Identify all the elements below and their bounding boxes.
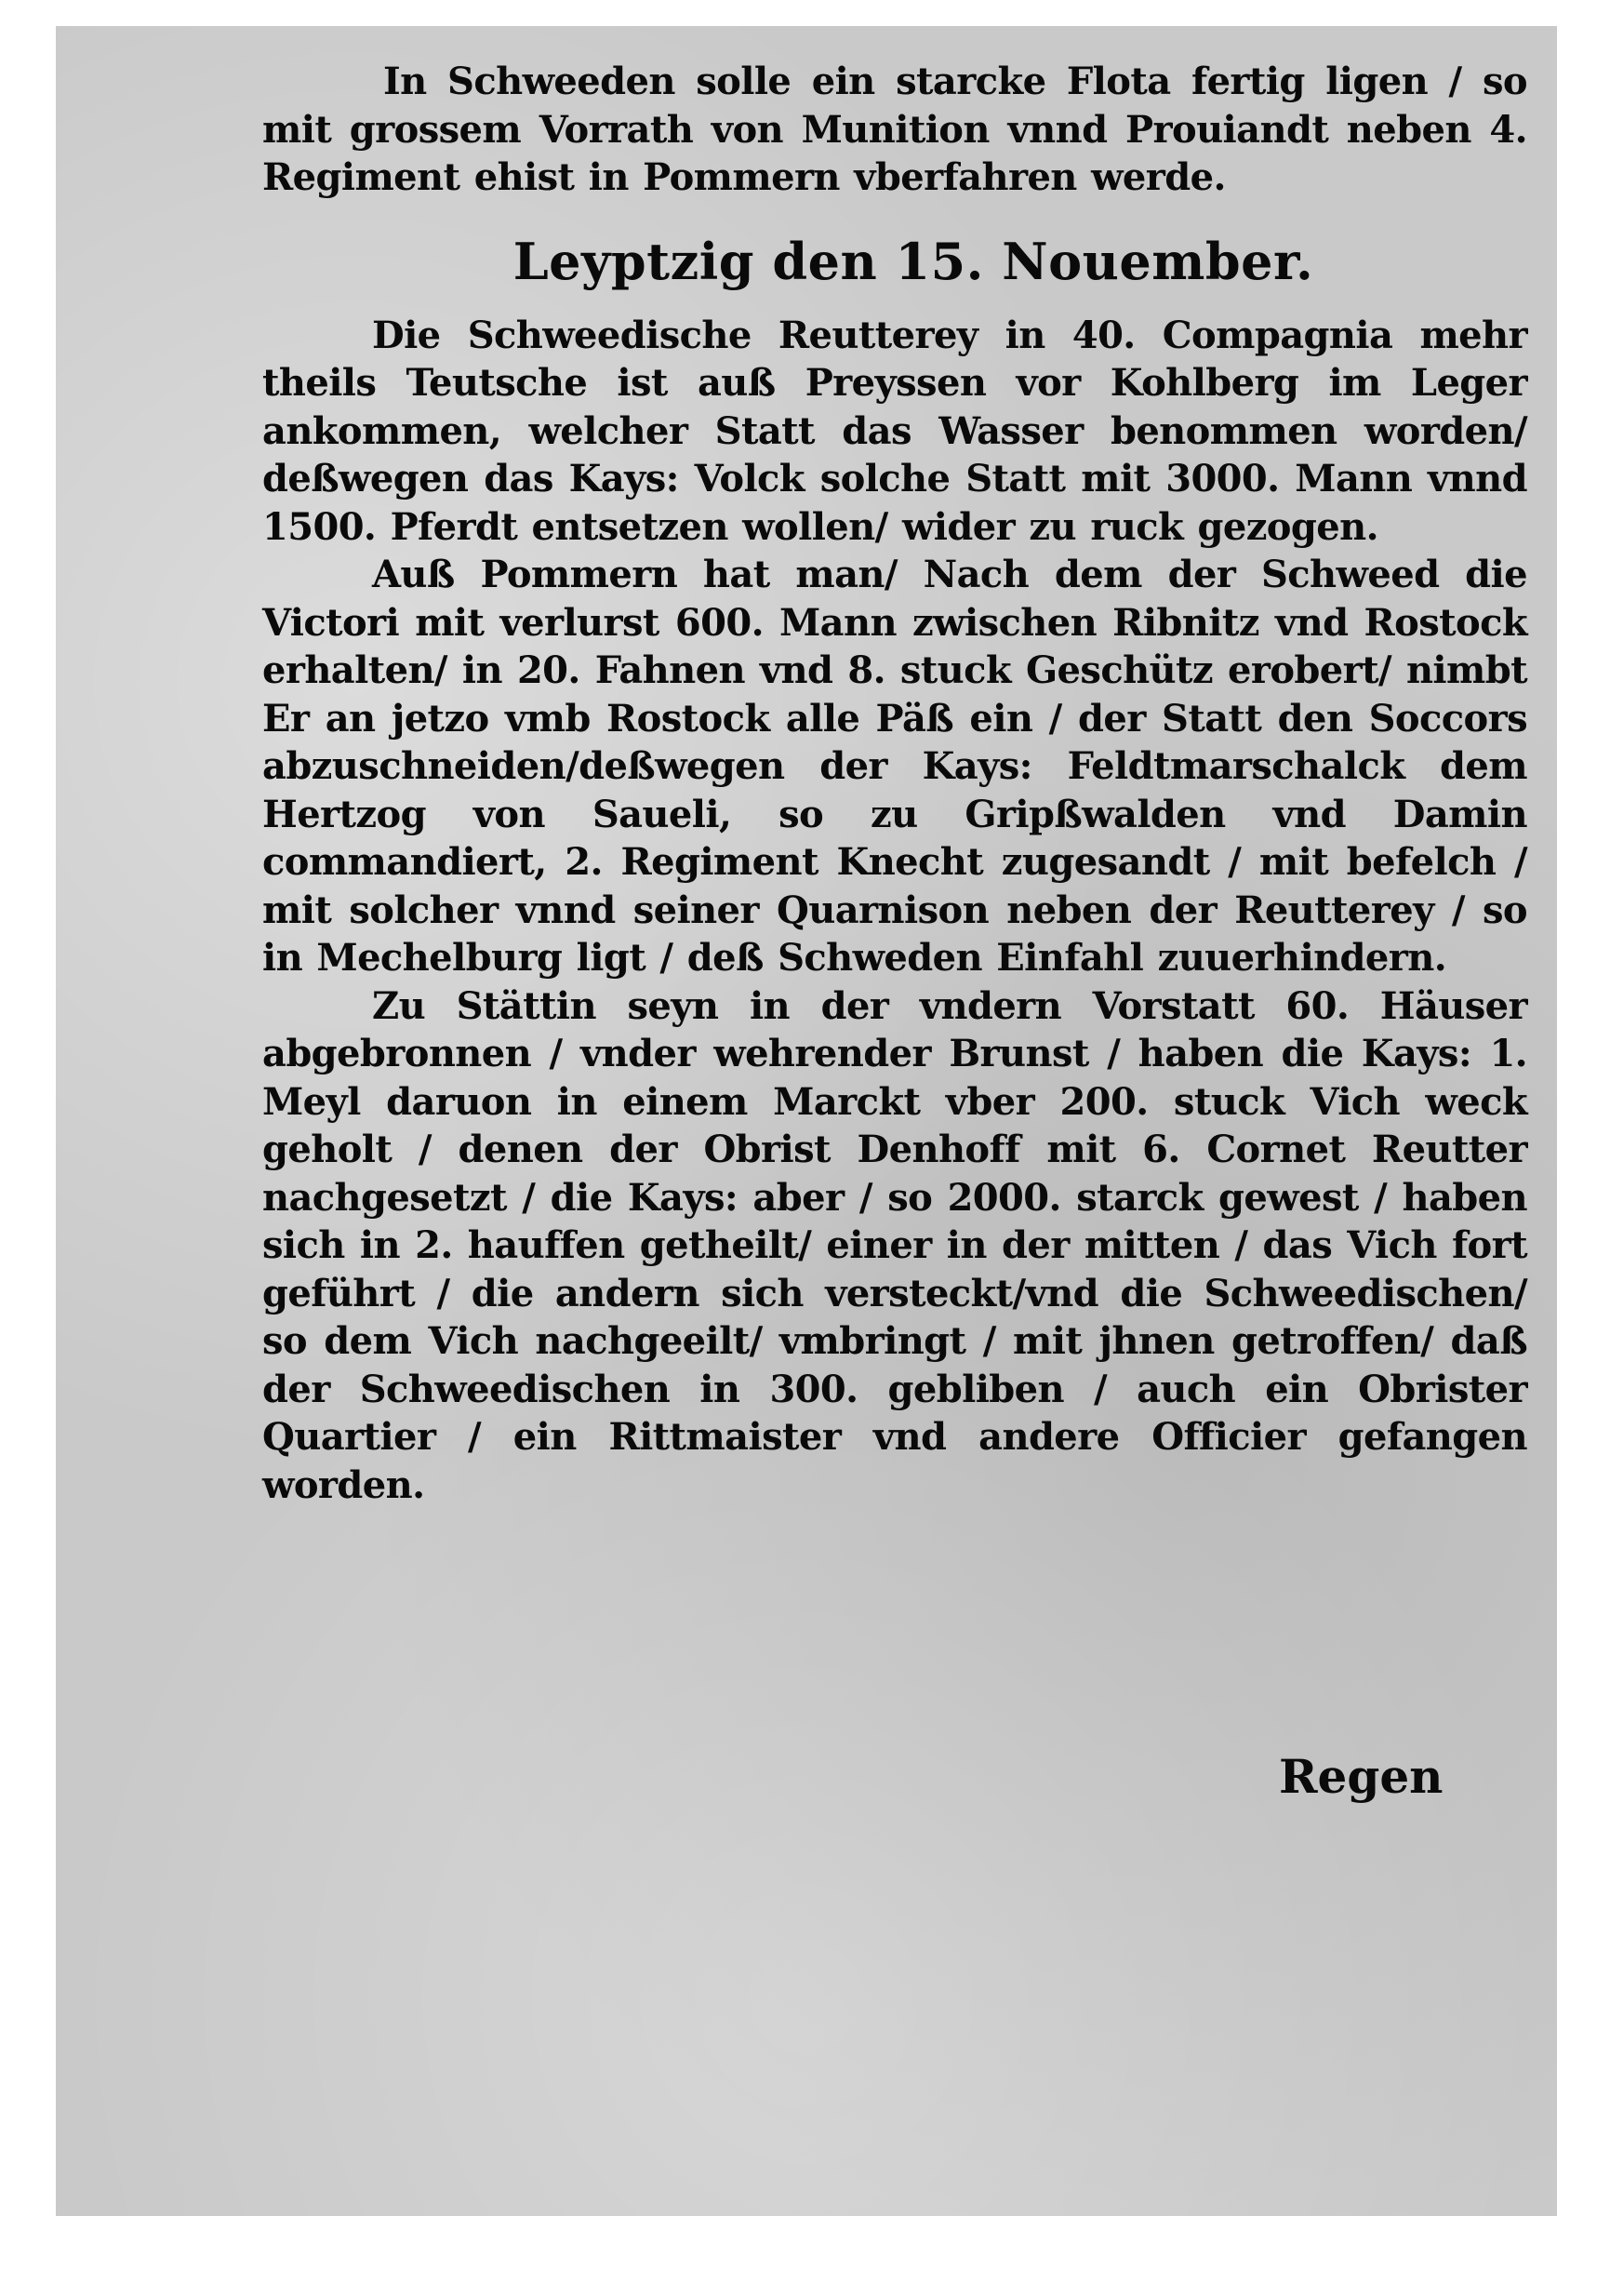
bleed-through-text <box>986 1691 1557 1803</box>
intro-paragraph: In Schweeden solle ein starcke Flota fertig ligen / so mit grossem Vorrath von Munition vnnd Prouiandt neben 4. Regiment ehist in Pommern vberfahren werde. <box>262 60 1527 199</box>
paragraph-2: Auß Pommern hat man/ Nach dem der Schweed die Victori mit verlurst 600. Mann zwischen Ribnitz vnd Rostock erhalten/ in 20. Fahnen vnd 8. stuck Geschütz erobert/ nimbt Er an jetzo vmb Rostock alle Päß ein / der Statt den Soccors abzuschneiden/deßwegen der Kays: Feldtmarschalck dem Hertzog von Saueli, so zu Gripßwalden vnd Damin commandiert, 2. Regiment Knecht zugesandt / mit befelch / mit solcher vnnd seiner Quarnison neben der Reutterey / so in Mechelburg ligt / deß Schweden Einfahl zuuerhindern. <box>262 553 1527 980</box>
document-body <box>262 58 1527 1509</box>
dateline-heading: Leyptzig den 15. Nouember. <box>512 231 1314 291</box>
paragraph-1: Die Schweedische Reutterey in 40. Compagnia mehr theils Teutsche ist auß Preyssen vor Kohlberg im Leger ankommen, welcher Statt das Wasser benommen worden/ deßwegen das Kays: Volck solche Statt mit 3000. Mann vnnd 1500. Pferdt entsetzen wollen/ wider zu ruck gezogen. <box>262 313 1527 549</box>
catchword: Regen <box>1279 1749 1444 1804</box>
paragraph-3: Zu Stättin seyn in der vndern Vorstatt 60. Häuser abgebronnen / vnder wehrender Brunst / haben die Kays: 1. Meyl daruon in einem Marckt vber 200. stuck Vich weck geholt / denen der Obrist Denhoff mit 6. Cornet Reutter nachgesetzt / die Kays: aber / so 2000. starck gewest / haben sich in 2. hauffen getheilt/ einer in der mitten / das Vich fort geführt / die andern sich versteckt/vnd die Schweedischen/ so dem Vich nachgeeilt/ vmbringt / mit jhnen getroffen/ daß der Schweedischen in 300. gebliben / auch ein Obrister Quartier / ein Rittmaister vnd andere Officier gefangen worden. <box>262 983 1527 1507</box>
